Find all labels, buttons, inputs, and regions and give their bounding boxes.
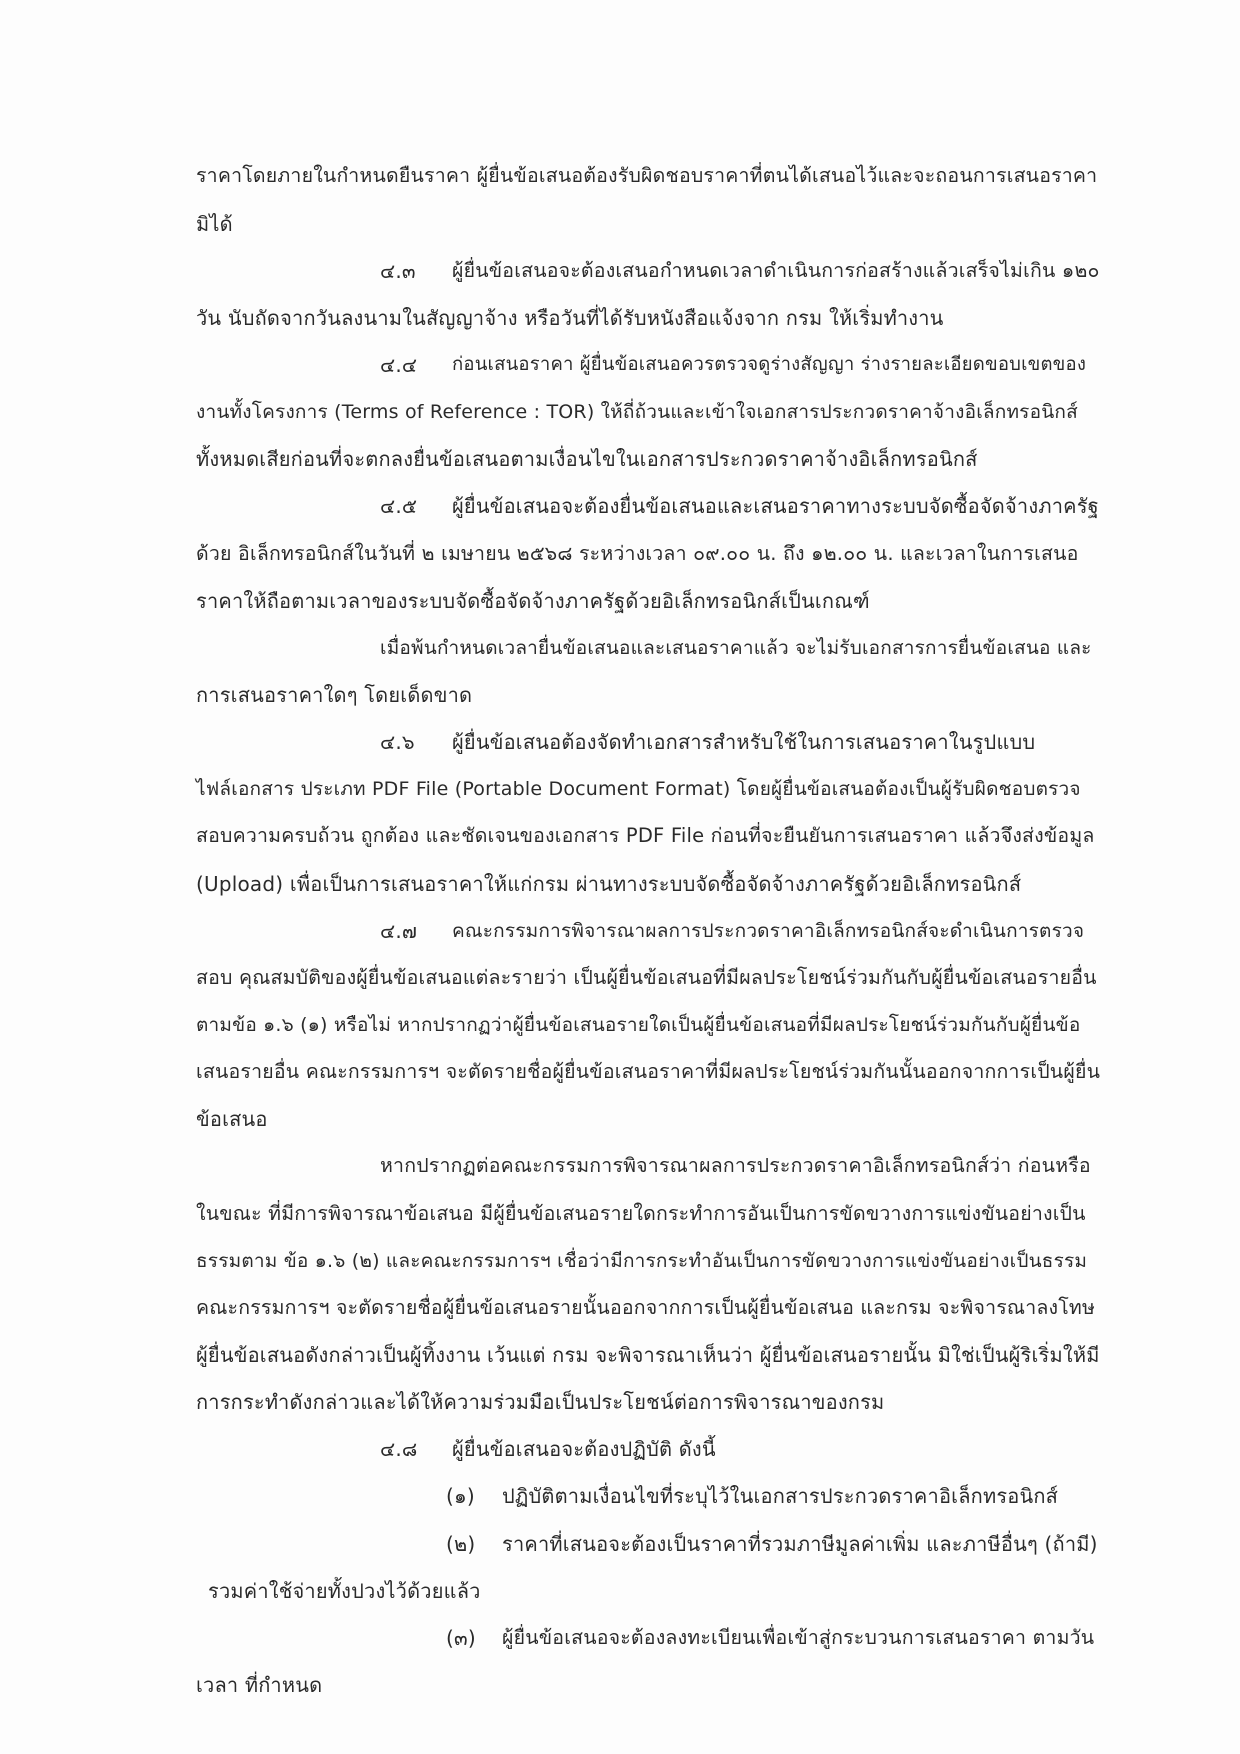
text-line: (Upload) เพื่อเป็นการเสนอราคาให้แก่กรม ผ่านทางระบบจัดซื้อจัดจ้างภาครัฐด้วยอิเล็กทรอนิกส์ [196,872,1022,896]
text-line: ในขณะ ที่มีการพิจารณาข้อเสนอ มีผู้ยื่นข้อเสนอรายใดกระทำการอันเป็นการขัดขวางการแข่งขันอย่างเป็น [196,1202,1086,1225]
text-line: การกระทำดังกล่าวและได้ให้ความร่วมมือเป็นประโยชน์ต่อการพิจารณาของกรม [196,1390,885,1414]
section-number: ๔.๗ [380,919,418,943]
text-line: หากปรากฏต่อคณะกรรมการพิจารณาผลการประกวดราคาอิเล็กทรอนิกส์ว่า ก่อนหรือ [380,1154,1091,1177]
text-line: สอบ คุณสมบัติของผู้ยื่นข้อเสนอแต่ละรายว่า เป็นผู้ยื่นข้อเสนอที่มีผลประโยชน์ร่วมกันกับผู้ยื่นข้อเสนอรายอื่น [196,966,1097,989]
text-line: ผู้ยื่นข้อเสนอจะต้องยื่นข้อเสนอและเสนอราคาทางระบบจัดซื้อจัดจ้างภาครัฐ [452,494,1099,518]
section-number: ๔.๕ [380,494,418,518]
text-line: ราคาให้ถือตามเวลาของระบบจัดซื้อจัดจ้างภาครัฐด้วยอิเล็กทรอนิกส์เป็นเกณฑ์ [196,589,870,613]
text-line: ผู้ยื่นข้อเสนอจะต้องปฏิบัติ ดังนี้ [452,1437,716,1461]
text-line: สอบความครบถ้วน ถูกต้อง และชัดเจนของเอกสาร PDF File ก่อนที่จะยืนยันการเสนอราคา แล้วจึงส่งข้อมูล [196,824,1095,847]
item-number: (๓) [446,1626,476,1650]
text-line: ผู้ยื่นข้อเสนอจะต้องลงทะเบียนเพื่อเข้าสู่กระบวนการเสนอราคา ตามวัน [502,1626,1095,1649]
text-line: เมื่อพ้นกำหนดเวลายื่นข้อเสนอและเสนอราคาแล้ว จะไม่รับเอกสารการยื่นข้อเสนอ และ [380,637,1092,659]
text-line: ธรรมตาม ข้อ ๑.๖ (๒) และคณะกรรมการฯ เชื่อว่ามีการกระทำอันเป็นการขัดขวางการแข่งขันอย่างเป็นธรรม [196,1250,1088,1272]
text-line: วัน นับถัดจากวันลงนามในสัญญาจ้าง หรือวันที่ได้รับหนังสือแจ้งจาก กรม ให้เริ่มทำงาน [196,306,944,330]
text-line: คณะกรรมการพิจารณาผลการประกวดราคาอิเล็กทรอนิกส์จะดำเนินการตรวจ [452,920,1085,942]
text-line: เวลา ที่กำหนด [196,1673,323,1697]
section-number: ๔.๘ [380,1437,418,1461]
text-line: ก่อนเสนอราคา ผู้ยื่นข้อเสนอควรตรวจดูร่างสัญญา ร่างรายละเอียดขอบเขตของ [452,354,1087,375]
text-line: ราคาโดยภายในกำหนดยืนราคา ผู้ยื่นข้อเสนอต้องรับผิดชอบราคาที่ตนได้เสนอไว้และจะถอนการเสนอราคา [196,164,1098,187]
item-number: (๑) [446,1484,475,1508]
text-line: เสนอรายอื่น คณะกรรมการฯ จะตัดรายชื่อผู้ยื่นข้อเสนอราคาที่มีผลประโยชน์ร่วมกันนั้นออกจากการเป็นผู้ยื่น [196,1060,1101,1083]
text-line: งานทั้งโครงการ (Terms of Reference : TOR) ให้ถี่ถ้วนและเข้าใจเอกสารประกวดราคาจ้างอิเล็กทรอนิกส์ [196,401,1078,423]
section-number: ๔.๔ [380,353,418,377]
text-line: ปฏิบัติตามเงื่อนไขที่ระบุไว้ในเอกสารประกวดราคาอิเล็กทรอนิกส์ [502,1484,1059,1508]
text-line: ตามข้อ ๑.๖ (๑) หรือไม่ หากปรากฏว่าผู้ยื่นข้อเสนอรายใดเป็นผู้ยื่นข้อเสนอที่มีผลประโยชน์ร่วมกันกับผู้ยื่นข้อ [196,1014,1081,1036]
item-number: (๒) [446,1532,476,1556]
text-line: รวมค่าใช้จ่ายทั้งปวงไว้ด้วยแล้ว [208,1579,481,1603]
section-number: ๔.๖ [380,730,415,754]
text-line: ราคาที่เสนอจะต้องเป็นราคาที่รวมภาษีมูลค่าเพิ่ม และภาษีอื่นๆ (ถ้ามี) [502,1532,1098,1556]
section-number: ๔.๓ [380,259,416,283]
text-line: ด้วย อิเล็กทรอนิกส์ในวันที่ ๒ เมษายน ๒๕๖๘ ระหว่างเวลา ๐๙.๐๐ น. ถึง ๑๒.๐๐ น. และเวลาในการเสนอ [196,542,1079,565]
text-line: ผู้ยื่นข้อเสนอจะต้องเสนอกำหนดเวลาดำเนินการก่อสร้างแล้วเสร็จไม่เกิน ๑๒๐ [452,259,1100,282]
text-line: มิได้ [196,212,233,236]
text-line: ข้อเสนอ [196,1107,268,1131]
text-line: คณะกรรมการฯ จะตัดรายชื่อผู้ยื่นข้อเสนอรายนั้นออกจากการเป็นผู้ยื่นข้อเสนอ และกรม จะพิจารณาลงโทษ [196,1296,1096,1319]
text-line: การเสนอราคาใดๆ โดยเด็ดขาด [196,683,473,707]
text-line: ผู้ยื่นข้อเสนอต้องจัดทำเอกสารสำหรับใช้ในการเสนอราคาในรูปแบบ [452,730,1036,754]
text-line: ผู้ยื่นข้อเสนอดังกล่าวเป็นผู้ทิ้งงาน เว้นแต่ กรม จะพิจารณาเห็นว่า ผู้ยื่นข้อเสนอรายนั้น มิใช่เป็นผู้ริเริ่มให้มี [196,1343,1100,1367]
text-line: ไฟล์เอกสาร ประเภท PDF File (Portable Document Format) โดยผู้ยื่นข้อเสนอต้องเป็นผู้รับผิดชอบตรวจ [196,778,1081,800]
text-line: ทั้งหมดเสียก่อนที่จะตกลงยื่นข้อเสนอตามเงื่อนไขในเอกสารประกวดราคาจ้างอิเล็กทรอนิกส์ [196,447,978,471]
